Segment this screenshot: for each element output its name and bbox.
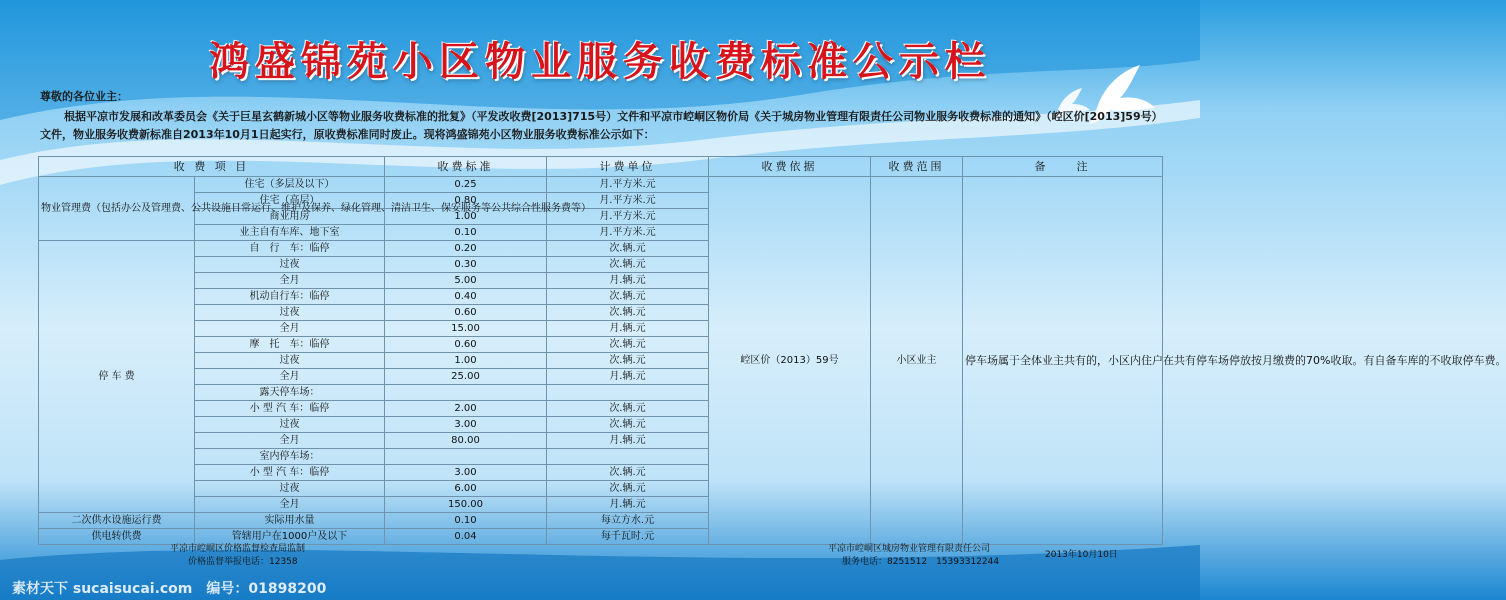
row-price: 3.00 bbox=[385, 417, 547, 433]
row-unit: 月.辆.元 bbox=[547, 321, 709, 337]
row-item: 过夜 bbox=[195, 481, 385, 497]
fee-basis: 崆区价（2013）59号 bbox=[709, 177, 871, 545]
row-unit: 月.平方米.元 bbox=[547, 177, 709, 193]
row-unit: 次.辆.元 bbox=[547, 289, 709, 305]
row-item: 全月 bbox=[195, 321, 385, 337]
row-price: 15.00 bbox=[385, 321, 547, 337]
row-unit: 月.辆.元 bbox=[547, 433, 709, 449]
row-unit: 次.辆.元 bbox=[547, 305, 709, 321]
water-fee-name: 二次供水设施运行费 bbox=[39, 513, 195, 529]
row-price: 150.00 bbox=[385, 497, 547, 513]
row-price: 1.00 bbox=[385, 209, 547, 225]
header-scope: 收费范围 bbox=[871, 157, 963, 177]
row-price: 6.00 bbox=[385, 481, 547, 497]
footer-hotline: 价格监督举报电话：12358 bbox=[188, 557, 298, 567]
row-item: 过夜 bbox=[195, 257, 385, 273]
row-item: 室内停车场： bbox=[195, 449, 385, 465]
row-item: 自 行 车：临停 bbox=[195, 241, 385, 257]
footer-supervisor: 平凉市崆峒区价格监督检查局监制 bbox=[170, 544, 306, 554]
row-item: 露天停车场： bbox=[195, 385, 385, 401]
footer-left bbox=[170, 543, 305, 569]
row-price: 0.20 bbox=[385, 241, 547, 257]
footer-date: 2013年10月10日 bbox=[1045, 550, 1118, 560]
row-price bbox=[385, 385, 547, 401]
row-unit: 次.辆.元 bbox=[547, 417, 709, 433]
row-item: 过夜 bbox=[195, 353, 385, 369]
footer-right bbox=[828, 543, 999, 569]
row-price: 1.00 bbox=[385, 353, 547, 369]
row-item: 小 型 汽 车：临停 bbox=[195, 401, 385, 417]
row-item: 业主自有车库、地下室 bbox=[195, 225, 385, 241]
row-item: 全月 bbox=[195, 497, 385, 513]
table-header-row bbox=[39, 157, 1163, 177]
footer-service-phone: 服务电话：8251512 15393312244 bbox=[842, 557, 1000, 567]
header-unit: 计费单位 bbox=[547, 157, 709, 177]
row-unit bbox=[547, 385, 709, 401]
row-item: 小 型 汽 车：临停 bbox=[195, 465, 385, 481]
power-fee-name: 供电转供费 bbox=[39, 529, 195, 545]
header-basis: 收费依据 bbox=[709, 157, 871, 177]
fee-scope: 小区业主 bbox=[871, 177, 963, 545]
footer-company: 平凉市崆峒区城房物业管理有限责任公司 bbox=[828, 544, 991, 554]
row-unit: 月.平方米.元 bbox=[547, 225, 709, 241]
row-item: 全月 bbox=[195, 369, 385, 385]
header-item: 收 费 项 目 bbox=[39, 157, 385, 177]
row-unit: 次.辆.元 bbox=[547, 257, 709, 273]
row-price: 0.60 bbox=[385, 305, 547, 321]
row-item: 住宅（高层） bbox=[195, 193, 385, 209]
row-price: 0.40 bbox=[385, 289, 547, 305]
row-item: 商业用房 bbox=[195, 209, 385, 225]
row-unit: 月.辆.元 bbox=[547, 497, 709, 513]
row-unit: 次.辆.元 bbox=[547, 241, 709, 257]
property-fee-group: 物业管理费（包括办公及管理费、公共设施日常运行、维护及保养、绿化管理、清洁卫生、保安服务等公共综合性服务费等） bbox=[39, 177, 195, 241]
row-price: 3.00 bbox=[385, 465, 547, 481]
row-price: 80.00 bbox=[385, 433, 547, 449]
table-row bbox=[39, 177, 1163, 193]
row-price: 2.00 bbox=[385, 401, 547, 417]
row-price: 0.80 bbox=[385, 193, 547, 209]
row-item: 全月 bbox=[195, 433, 385, 449]
row-unit bbox=[547, 449, 709, 465]
power-fee-item: 管辖用户在1000户及以下 bbox=[195, 529, 385, 545]
power-fee-price: 0.04 bbox=[385, 529, 547, 545]
row-price: 5.00 bbox=[385, 273, 547, 289]
row-unit: 次.辆.元 bbox=[547, 401, 709, 417]
row-price: 25.00 bbox=[385, 369, 547, 385]
row-price: 0.25 bbox=[385, 177, 547, 193]
water-fee-price: 0.10 bbox=[385, 513, 547, 529]
row-unit: 月.辆.元 bbox=[547, 273, 709, 289]
row-unit: 次.辆.元 bbox=[547, 337, 709, 353]
fee-note: 停车场属于全体业主共有的，小区内住户在共有停车场停放按月缴费的70%收取。有自备车库的不收取停车费。 bbox=[963, 177, 1163, 545]
row-unit: 月.辆.元 bbox=[547, 369, 709, 385]
water-fee-unit: 每立方水.元 bbox=[547, 513, 709, 529]
power-fee-unit: 每千瓦时.元 bbox=[547, 529, 709, 545]
row-item: 机动自行车：临停 bbox=[195, 289, 385, 305]
row-item: 全月 bbox=[195, 273, 385, 289]
row-item: 住宅（多层及以下） bbox=[195, 177, 385, 193]
water-fee-item: 实际用水量 bbox=[195, 513, 385, 529]
row-item: 过夜 bbox=[195, 305, 385, 321]
row-price bbox=[385, 449, 547, 465]
intro-paragraph: 根据平凉市发展和改革委员会《关于巨星玄鹤新城小区等物业服务收费标准的批复》（平发改收费[2013]715号）文件和平凉市崆峒区物价局《关于城房物业管理有限责任公司物业服务收费标准的通知》（崆区价[2013]59号）文件，物业服务收费新标准自2013年10月1日起实行，原收费标准同时废止。现将鸿盛锦苑小区物业服务收费标准公示如下： bbox=[40, 110, 1158, 141]
row-unit: 月.平方米.元 bbox=[547, 209, 709, 225]
header-price: 收费标准 bbox=[385, 157, 547, 177]
header-note: 备 注 bbox=[963, 157, 1163, 177]
row-item: 过夜 bbox=[195, 417, 385, 433]
row-price: 0.60 bbox=[385, 337, 547, 353]
row-unit: 次.辆.元 bbox=[547, 465, 709, 481]
row-item: 摩 托 车：临停 bbox=[195, 337, 385, 353]
watermark: 素材天下 sucaisucai.com 编号：01898200 bbox=[12, 581, 327, 597]
row-unit: 月.平方米.元 bbox=[547, 193, 709, 209]
row-unit: 次.辆.元 bbox=[547, 353, 709, 369]
greeting: 尊敬的各位业主： bbox=[40, 90, 128, 103]
parking-fee-group: 停 车 费 bbox=[39, 241, 195, 513]
row-price: 0.30 bbox=[385, 257, 547, 273]
fee-table bbox=[38, 156, 1506, 545]
row-price: 0.10 bbox=[385, 225, 547, 241]
page-title: 鸿盛锦苑小区物业服务收费标准公示栏 bbox=[209, 38, 991, 85]
row-unit: 次.辆.元 bbox=[547, 481, 709, 497]
